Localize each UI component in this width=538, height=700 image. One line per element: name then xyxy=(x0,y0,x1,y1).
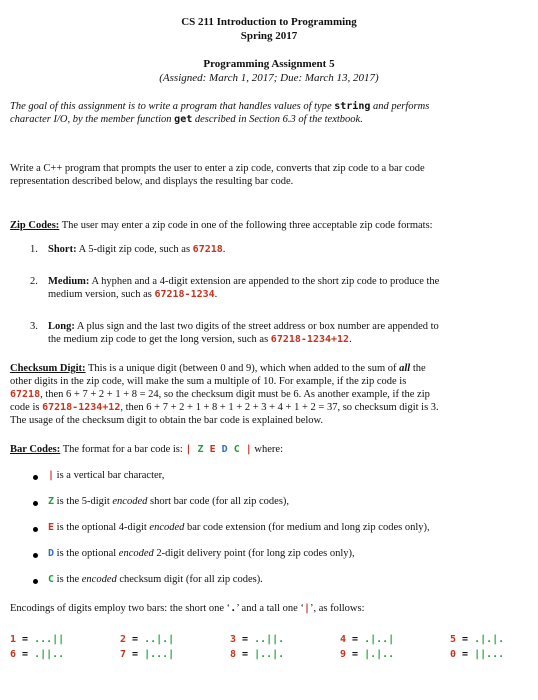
long-zip-code: 67218-1234+12 xyxy=(270,334,350,345)
bar-code-format: | Z E D C | xyxy=(185,444,252,455)
encoding-digit-3: 3 = ..||. xyxy=(230,634,285,645)
checksum-heading: Checksum Digit: xyxy=(10,363,86,374)
type-code: string xyxy=(334,101,371,112)
encoding-digit-0: 0 = ||... xyxy=(450,649,505,660)
list-item: Z is the 5-digit encoded short bar code (for all zip codes), xyxy=(48,496,290,507)
intro-paragraph: Write a C++ program that prompts the user to enter a zip code, converts that zip code to a bar code representation described below, and displays the resulting bar code. xyxy=(10,163,425,187)
term: Spring 2017 xyxy=(240,30,298,42)
bullet-icon xyxy=(33,501,38,506)
bar-codes-section: Bar Codes: The format for a bar code is: | Z E D C | where: xyxy=(10,444,283,455)
function-code: get xyxy=(174,114,193,125)
encodings-intro: Encodings of digits employ two bars: the short one ‘.’ and a tall one ‘|’, as follows: xyxy=(10,603,365,614)
encoding-digit-9: 9 = |.|.. xyxy=(340,649,395,660)
bar-codes-heading: Bar Codes: xyxy=(10,444,61,455)
encoding-digit-4: 4 = .|..| xyxy=(340,634,395,645)
short-zip-code: 67218 xyxy=(192,244,223,255)
course-title: CS 211 Introduction to Programming xyxy=(181,16,357,28)
bullet-icon xyxy=(33,527,38,532)
encoding-digit-6: 6 = .||.. xyxy=(10,649,65,660)
list-item: C is the encoded checksum digit (for all zip codes). xyxy=(48,574,263,585)
zip-codes-heading: Zip Codes: xyxy=(10,220,60,231)
encoding-digit-8: 8 = |..|. xyxy=(230,649,285,660)
list-item: 1. Short: A 5-digit zip code, such as 67218. xyxy=(30,244,226,255)
assignment-title: Programming Assignment 5 xyxy=(203,58,335,70)
bullet-icon xyxy=(33,579,38,584)
list-item: 3. Long: A plus sign and the last two digits of the street address or box number are appended to the medium zip code to get the long version, such as 67218-1234+12. xyxy=(30,321,439,345)
assignment-dates: (Assigned: March 1, 2017; Due: March 13, 2017) xyxy=(159,72,379,84)
list-item: D is the optional encoded 2-digit delivery point (for long zip codes only), xyxy=(48,548,355,559)
encoding-digit-7: 7 = |...| xyxy=(120,649,175,660)
list-item: 2. Medium: A hyphen and a 4-digit extension are appended to the short zip code to produce the medium version, such as 67218-1234. xyxy=(30,276,440,300)
encoding-digit-2: 2 = ..|.| xyxy=(120,634,175,645)
medium-zip-code: 67218-1234 xyxy=(154,289,215,300)
encoding-digit-1: 1 = ...|| xyxy=(10,634,65,645)
bullet-icon xyxy=(33,475,38,480)
list-item: E is the optional 4-digit encoded bar code extension (for medium and long zip codes only), xyxy=(48,522,430,533)
checksum-paragraph: Checksum Digit: This is a unique digit (between 0 and 9), which when added to the sum of all the other digits in the zip code, will make the sum a multiple of 10. For example, if the zip code is 67218, then 6 + 7 + 2 + 1 + 8 = 24, so the checksum digit must be 6. As another example, if the zip code is 67218-1234+12, then 6 + 7 + 2 + 1 + 8 + 1 + 2 + 3 + 4 + 1 + 2 = 37, so checksum digit is 3. The usage of the checksum digit to obtain the bar code is explained below. xyxy=(10,363,439,426)
zip-codes-section: Zip Codes: The user may enter a zip code in one of the following three acceptable zip code formats: xyxy=(10,220,433,231)
encoding-digit-5: 5 = .|.|. xyxy=(450,634,505,645)
bullet-icon xyxy=(33,553,38,558)
goal-paragraph: The goal of this assignment is to write a program that handles values of type string and performs character I/O, by the member function get described in Section 6.3 of the textbook. xyxy=(10,101,430,125)
list-item: | is a vertical bar character, xyxy=(48,470,165,481)
